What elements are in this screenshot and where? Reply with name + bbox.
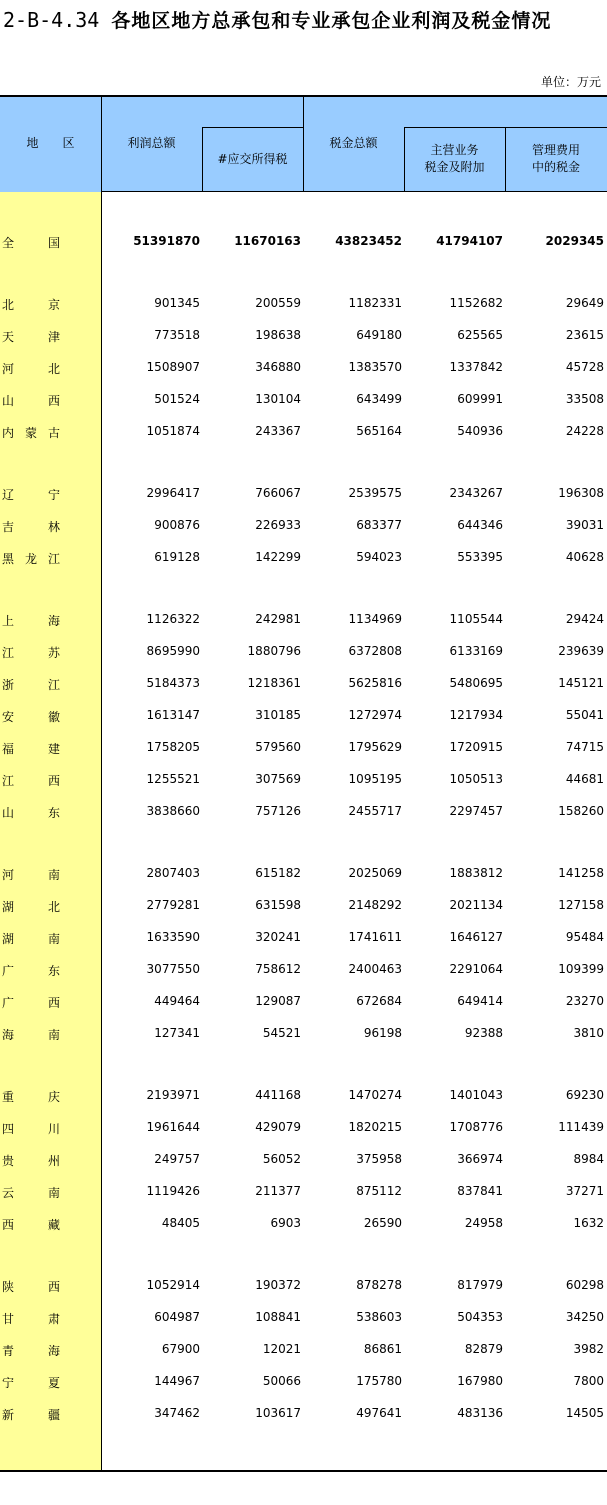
region-char: 江 <box>48 678 61 692</box>
table-title: 各地区地方总承包和专业承包企业利润及税金情况 <box>111 10 552 32</box>
table-cell: 5480695 <box>449 676 503 690</box>
region-char: 宁 <box>2 1376 15 1390</box>
table-cell: 817979 <box>457 1278 503 1292</box>
table-cell: 37271 <box>565 1184 604 1198</box>
region-char: 津 <box>48 330 61 344</box>
table-cell: 1052914 <box>146 1278 200 1292</box>
table-cell: 1820215 <box>348 1120 402 1134</box>
table-row <box>0 1144 607 1176</box>
table-cell: 310185 <box>255 708 301 722</box>
region-char: 海 <box>48 614 61 628</box>
table-cell: 1961644 <box>146 1120 200 1134</box>
table-row <box>0 1366 607 1398</box>
table-cell: 158260 <box>558 804 604 818</box>
header-divider <box>404 127 607 128</box>
table-row <box>0 1080 607 1112</box>
table-cell: 41794107 <box>436 234 503 248</box>
table-number: 2-B-4.34 <box>3 8 100 32</box>
region-char: 黑 <box>2 552 15 566</box>
table-cell: 875112 <box>356 1184 402 1198</box>
table-cell: 773518 <box>154 328 200 342</box>
table-cell: 175780 <box>356 1374 402 1388</box>
region-char: 新 <box>2 1408 15 1422</box>
region-char: 庆 <box>48 1090 61 1104</box>
region-char: 山 <box>2 806 15 820</box>
table-cell: 196308 <box>558 486 604 500</box>
table-cell: 50066 <box>262 1374 301 1388</box>
table-cell: 29649 <box>565 296 604 310</box>
region-char: 全 <box>2 236 15 250</box>
table-cell: 837841 <box>457 1184 503 1198</box>
region-char: 西 <box>48 394 61 408</box>
table-cell: 375958 <box>356 1152 402 1166</box>
region-char: 林 <box>48 520 61 534</box>
table-cell: 44681 <box>565 772 604 786</box>
table-cell: 6903 <box>270 1216 301 1230</box>
region-char: 贵 <box>2 1154 15 1168</box>
region-char: 重 <box>2 1090 15 1104</box>
table-cell: 1470274 <box>348 1088 402 1102</box>
table-cell: 8695990 <box>146 644 200 658</box>
table-cell: 11670163 <box>234 234 301 248</box>
table-cell: 108841 <box>255 1310 301 1324</box>
table-cell: 34250 <box>565 1310 604 1324</box>
header-divider <box>202 127 303 128</box>
table-cell: 1632 <box>573 1216 604 1230</box>
table-cell: 2029345 <box>545 234 604 248</box>
region-char: 蒙 <box>25 426 38 440</box>
table-cell: 609991 <box>457 392 503 406</box>
table-cell: 1795629 <box>348 740 402 754</box>
table-cell: 24228 <box>565 424 604 438</box>
table-cell: 23270 <box>565 994 604 1008</box>
table-cell: 2807403 <box>146 866 200 880</box>
table-cell: 7800 <box>573 1374 604 1388</box>
table-cell: 8984 <box>573 1152 604 1166</box>
table-row <box>0 1398 607 1430</box>
region-char: 徽 <box>48 710 61 724</box>
table-cell: 1741611 <box>348 930 402 944</box>
table-cell: 82879 <box>464 1342 503 1356</box>
table-cell: 1051874 <box>146 424 200 438</box>
region-char: 河 <box>2 868 15 882</box>
table-cell: 565164 <box>356 424 402 438</box>
region-char: 建 <box>48 742 61 756</box>
region-char: 北 <box>48 362 61 376</box>
table-row <box>0 1334 607 1366</box>
table-cell: 242981 <box>255 612 301 626</box>
table-cell: 604987 <box>154 1310 200 1324</box>
region-char: 吉 <box>2 520 15 534</box>
region-char: 西 <box>48 774 61 788</box>
table-cell: 167980 <box>457 1374 503 1388</box>
table-cell: 1134969 <box>348 612 402 626</box>
table-cell: 3077550 <box>146 962 200 976</box>
table-cell: 1633590 <box>146 930 200 944</box>
table-cell: 449464 <box>154 994 200 1008</box>
table-cell: 1758205 <box>146 740 200 754</box>
table-cell: 579560 <box>255 740 301 754</box>
table-cell: 501524 <box>154 392 200 406</box>
table-cell: 441168 <box>255 1088 301 1102</box>
table-cell: 878278 <box>356 1278 402 1292</box>
table-row <box>0 320 607 352</box>
table-cell: 429079 <box>255 1120 301 1134</box>
table-cell: 2021134 <box>449 898 503 912</box>
region-char: 河 <box>2 362 15 376</box>
region-char: 龙 <box>25 552 38 566</box>
table-cell: 200559 <box>255 296 301 310</box>
table-cell: 23615 <box>565 328 604 342</box>
region-char: 广 <box>2 996 15 1010</box>
table-row <box>0 890 607 922</box>
region-char: 苏 <box>48 646 61 660</box>
table-row <box>0 1302 607 1334</box>
region-char: 天 <box>2 330 15 344</box>
region-char: 内 <box>2 426 15 440</box>
region-char: 南 <box>48 868 61 882</box>
region-char: 江 <box>48 552 61 566</box>
table-cell: 2291064 <box>449 962 503 976</box>
table-cell: 243367 <box>255 424 301 438</box>
table-cell: 900876 <box>154 518 200 532</box>
table-row <box>0 636 607 668</box>
table-row <box>0 1176 607 1208</box>
region-char: 西 <box>48 1280 61 1294</box>
region-char: 南 <box>48 932 61 946</box>
table-cell: 758612 <box>255 962 301 976</box>
table-cell: 766067 <box>255 486 301 500</box>
table-cell: 2193971 <box>146 1088 200 1102</box>
table-cell: 1095195 <box>348 772 402 786</box>
table-row <box>0 700 607 732</box>
unit-label: 单位：万元 <box>540 75 601 89</box>
table-cell: 141258 <box>558 866 604 880</box>
table-row <box>0 1270 607 1302</box>
region-char: 山 <box>2 394 15 408</box>
table-cell: 74715 <box>565 740 604 754</box>
region-char: 辽 <box>2 488 15 502</box>
header-mgmt-fee-tax <box>505 142 607 176</box>
table-row <box>0 764 607 796</box>
region-char: 州 <box>48 1154 61 1168</box>
table-cell: 40628 <box>565 550 604 564</box>
table-cell: 198638 <box>255 328 301 342</box>
region-char: 京 <box>48 298 61 312</box>
region-char: 疆 <box>48 1408 61 1422</box>
table-cell: 5184373 <box>146 676 200 690</box>
table-cell: 366974 <box>457 1152 503 1166</box>
region-char: 东 <box>48 964 61 978</box>
table-cell: 69230 <box>565 1088 604 1102</box>
table-cell: 320241 <box>255 930 301 944</box>
table-cell: 1126322 <box>146 612 200 626</box>
region-char: 西 <box>48 996 61 1010</box>
header-tax-total: 税金总额 <box>329 136 378 150</box>
table-cell: 96198 <box>363 1026 402 1040</box>
table-row <box>0 384 607 416</box>
region-char: 藏 <box>48 1218 61 1232</box>
header-main-business-tax <box>404 142 505 176</box>
table-cell: 145121 <box>558 676 604 690</box>
region-char: 南 <box>48 1186 61 1200</box>
table-cell: 625565 <box>457 328 503 342</box>
table-cell: 190372 <box>255 1278 301 1292</box>
table-cell: 127158 <box>558 898 604 912</box>
table-cell: 43823452 <box>335 234 402 248</box>
table-cell: 3982 <box>573 1342 604 1356</box>
region-char: 北 <box>48 900 61 914</box>
table-cell: 3838660 <box>146 804 200 818</box>
table-cell: 111439 <box>558 1120 604 1134</box>
table-cell: 2779281 <box>146 898 200 912</box>
table-cell: 14505 <box>565 1406 604 1420</box>
table-cell: 483136 <box>457 1406 503 1420</box>
table-cell: 142299 <box>255 550 301 564</box>
table-cell: 249757 <box>154 1152 200 1166</box>
table-cell: 644346 <box>457 518 503 532</box>
table-cell: 26590 <box>363 1216 402 1230</box>
table-cell: 1401043 <box>449 1088 503 1102</box>
table-cell: 95484 <box>565 930 604 944</box>
region-char: 东 <box>48 806 61 820</box>
table-row <box>0 922 607 954</box>
table-cell: 346880 <box>255 360 301 374</box>
table-cell: 1883812 <box>449 866 503 880</box>
table-cell: 1646127 <box>449 930 503 944</box>
region-char: 云 <box>2 1186 15 1200</box>
region-char: 四 <box>2 1122 15 1136</box>
table-cell: 307569 <box>255 772 301 786</box>
table-cell: 24958 <box>464 1216 503 1230</box>
table-cell: 48405 <box>161 1216 200 1230</box>
table-cell: 1720915 <box>449 740 503 754</box>
table-row <box>0 510 607 542</box>
table-cell: 60298 <box>565 1278 604 1292</box>
region-char: 湖 <box>2 900 15 914</box>
table-cell: 54521 <box>262 1026 301 1040</box>
table-row <box>0 604 607 636</box>
region-char: 夏 <box>48 1376 61 1390</box>
region-char: 安 <box>2 710 15 724</box>
table-cell: 540936 <box>457 424 503 438</box>
table-cell: 2343267 <box>449 486 503 500</box>
table-cell: 55041 <box>565 708 604 722</box>
table-cell: 2297457 <box>449 804 503 818</box>
table-cell: 5625816 <box>348 676 402 690</box>
table-cell: 92388 <box>464 1026 503 1040</box>
table-cell: 1613147 <box>146 708 200 722</box>
table-cell: 619128 <box>154 550 200 564</box>
table-cell: 67900 <box>161 1342 200 1356</box>
table-cell: 103617 <box>255 1406 301 1420</box>
table-cell: 2455717 <box>348 804 402 818</box>
table-cell: 2996417 <box>146 486 200 500</box>
table-cell: 1272974 <box>348 708 402 722</box>
table-cell: 130104 <box>255 392 301 406</box>
region-char: 古 <box>48 426 61 440</box>
region-char: 海 <box>2 1028 15 1042</box>
table-cell: 1337842 <box>449 360 503 374</box>
table-row <box>0 352 607 384</box>
table-cell: 129087 <box>255 994 301 1008</box>
table-cell: 6372808 <box>348 644 402 658</box>
table-cell: 757126 <box>255 804 301 818</box>
header-mgmt-fee-tax-line2: 中的税金 <box>531 160 580 174</box>
table-cell: 504353 <box>457 1310 503 1324</box>
table-cell: 1218361 <box>247 676 301 690</box>
national-total-row <box>0 226 607 258</box>
header-main-business-tax-line1: 主营业务 <box>430 143 479 157</box>
header-mgmt-fee-tax-line1: 管理费用 <box>531 143 580 157</box>
region-char: 川 <box>48 1122 61 1136</box>
region-char: 国 <box>48 236 61 250</box>
table-cell: 538603 <box>356 1310 402 1324</box>
table-cell: 683377 <box>356 518 402 532</box>
table-row <box>0 954 607 986</box>
table-bottom-rule <box>0 1470 607 1472</box>
region-char: 湖 <box>2 932 15 946</box>
table-row <box>0 858 607 890</box>
table-cell: 2025069 <box>348 866 402 880</box>
table-cell: 1880796 <box>247 644 301 658</box>
header-region: 地 区 <box>26 136 75 150</box>
table-row <box>0 1208 607 1240</box>
region-char: 陕 <box>2 1280 15 1294</box>
table-row <box>0 796 607 828</box>
table-row <box>0 288 607 320</box>
region-char: 宁 <box>48 488 61 502</box>
table-cell: 51391870 <box>133 234 200 248</box>
region-char: 北 <box>2 298 15 312</box>
table-cell: 33508 <box>565 392 604 406</box>
table-cell: 649180 <box>356 328 402 342</box>
page-title <box>3 6 551 36</box>
region-char: 肃 <box>48 1312 61 1326</box>
table-row <box>0 732 607 764</box>
table-row <box>0 416 607 448</box>
table-cell: 1508907 <box>146 360 200 374</box>
region-char: 甘 <box>2 1312 15 1326</box>
region-char: 江 <box>2 646 15 660</box>
table-cell: 1217934 <box>449 708 503 722</box>
table-cell: 226933 <box>255 518 301 532</box>
table-cell: 2148292 <box>348 898 402 912</box>
table-cell: 497641 <box>356 1406 402 1420</box>
table-cell: 127341 <box>154 1026 200 1040</box>
table-cell: 29424 <box>565 612 604 626</box>
table-cell: 649414 <box>457 994 503 1008</box>
table-cell: 631598 <box>255 898 301 912</box>
region-char: 西 <box>2 1218 15 1232</box>
header-profit-total: 利润总额 <box>127 136 176 150</box>
region-char: 海 <box>48 1344 61 1358</box>
table-cell: 1050513 <box>449 772 503 786</box>
table-cell: 45728 <box>565 360 604 374</box>
table-cell: 144967 <box>154 1374 200 1388</box>
table-row <box>0 668 607 700</box>
table-cell: 39031 <box>565 518 604 532</box>
table-cell: 1708776 <box>449 1120 503 1134</box>
table-cell: 2539575 <box>348 486 402 500</box>
table-row <box>0 986 607 1018</box>
table-cell: 239639 <box>558 644 604 658</box>
table-cell: 1119426 <box>146 1184 200 1198</box>
table-row <box>0 478 607 510</box>
table-cell: 1105544 <box>449 612 503 626</box>
table-cell: 643499 <box>356 392 402 406</box>
table-row <box>0 542 607 574</box>
table-row <box>0 1112 607 1144</box>
table-cell: 86861 <box>363 1342 402 1356</box>
table-cell: 1182331 <box>348 296 402 310</box>
region-char: 浙 <box>2 678 15 692</box>
region-char: 上 <box>2 614 15 628</box>
region-char: 青 <box>2 1344 15 1358</box>
table-cell: 12021 <box>262 1342 301 1356</box>
table-cell: 1383570 <box>348 360 402 374</box>
table-cell: 1255521 <box>146 772 200 786</box>
table-cell: 594023 <box>356 550 402 564</box>
header-income-tax: #应交所得税 <box>217 152 288 166</box>
table-cell: 347462 <box>154 1406 200 1420</box>
table-cell: 6133169 <box>449 644 503 658</box>
table-cell: 1152682 <box>449 296 503 310</box>
table-cell: 56052 <box>262 1152 301 1166</box>
table-cell: 672684 <box>356 994 402 1008</box>
region-char: 江 <box>2 774 15 788</box>
region-char: 南 <box>48 1028 61 1042</box>
header-bottom-line <box>101 191 607 192</box>
table-cell: 2400463 <box>348 962 402 976</box>
table-cell: 109399 <box>558 962 604 976</box>
region-char: 广 <box>2 964 15 978</box>
header-main-business-tax-line2: 税金及附加 <box>424 160 485 174</box>
region-char: 福 <box>2 742 15 756</box>
table-cell: 615182 <box>255 866 301 880</box>
table-row <box>0 1018 607 1050</box>
table-cell: 901345 <box>154 296 200 310</box>
table-cell: 3810 <box>573 1026 604 1040</box>
table-cell: 211377 <box>255 1184 301 1198</box>
table-cell: 553395 <box>457 550 503 564</box>
